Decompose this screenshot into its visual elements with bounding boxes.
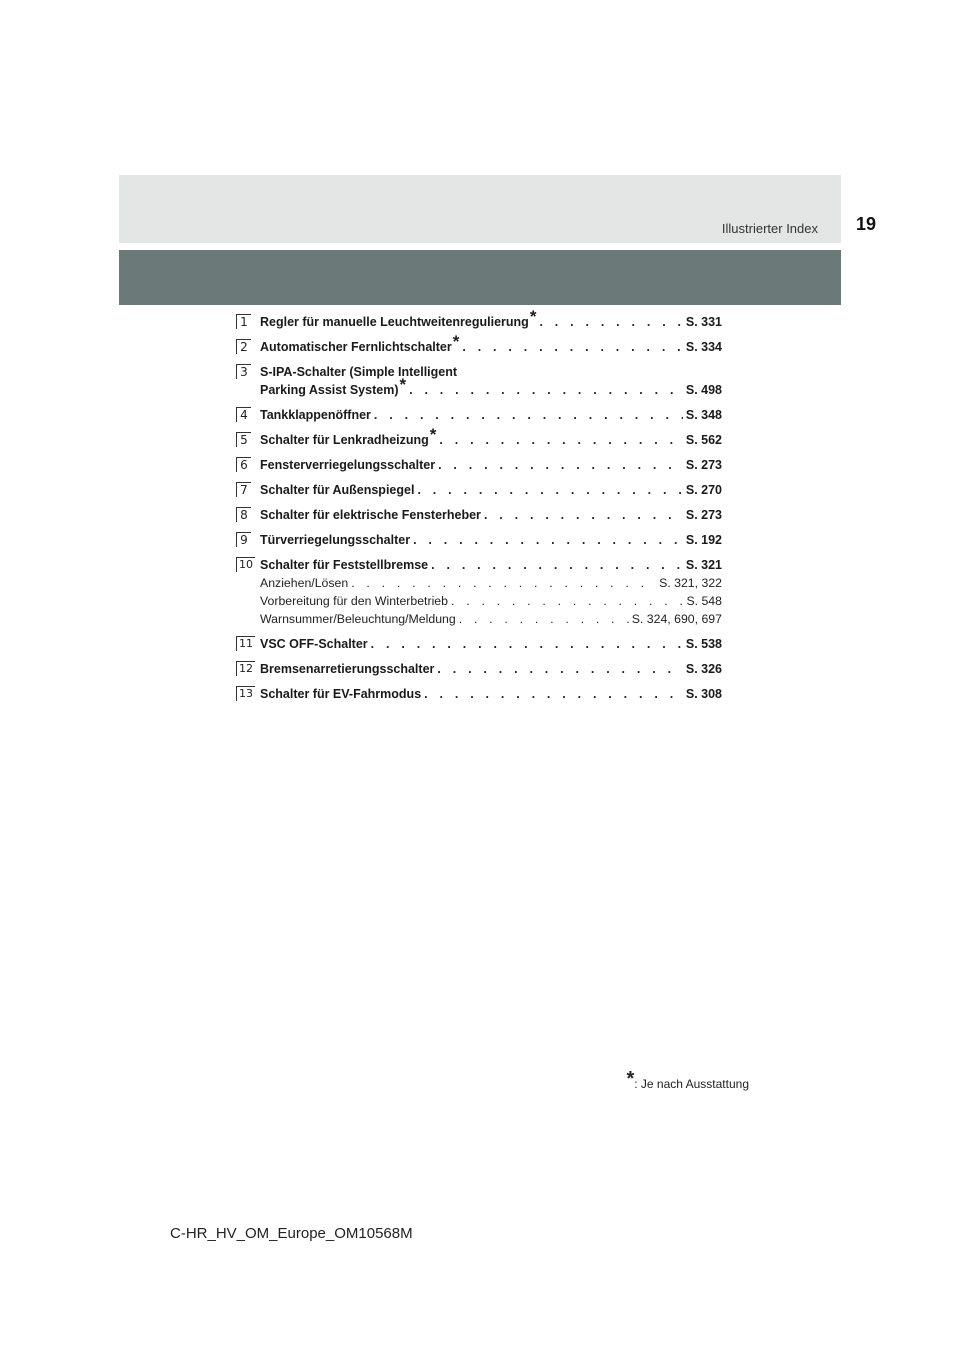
entry-label: Anziehen/Lösen (260, 576, 349, 590)
entry-label: Bremsenarretierungsschalter (260, 662, 435, 676)
index-entry (236, 332, 722, 356)
sub-entry-line[interactable] (236, 610, 722, 628)
entry-line[interactable] (236, 307, 722, 331)
entry-number-badge: 7 (236, 482, 251, 497)
asterisk-marker: * (429, 425, 437, 444)
entry-line[interactable] (236, 685, 722, 703)
entry-label: Automatischer Fernlichtschalter (260, 340, 452, 354)
index-entry (236, 425, 722, 449)
entry-number-badge: 3 (236, 364, 251, 379)
index-entry (236, 506, 722, 524)
index-entry (236, 556, 722, 628)
entry-line[interactable] (236, 556, 722, 574)
dot-leader (409, 381, 683, 399)
entry-label: Türverriegelungsschalter (260, 533, 411, 547)
entry-line[interactable] (236, 506, 722, 524)
dot-leader (484, 506, 683, 524)
page-reference-link[interactable]: S. 324, 690, 697 (631, 612, 722, 626)
entry-label: Schalter für Feststellbremse (260, 558, 429, 572)
asterisk-marker: * (399, 375, 407, 394)
dot-leader (539, 313, 682, 331)
page-number: 19 (855, 214, 876, 234)
index-entry (236, 635, 722, 653)
page-reference-link[interactable]: S. 321, 322 (659, 576, 722, 590)
page-reference-link[interactable]: S. 326 (685, 662, 722, 676)
asterisk-marker: * (529, 307, 537, 326)
index-entry (236, 406, 722, 424)
header-bar (119, 250, 841, 305)
dot-leader (437, 660, 682, 678)
entry-label: Schalter für EV-Fahrmodus (260, 687, 422, 701)
index-list (236, 307, 722, 710)
dot-leader (439, 431, 682, 449)
entry-number-badge: 4 (236, 407, 251, 422)
asterisk-marker: * (452, 332, 460, 351)
dot-leader (431, 556, 683, 574)
entry-number-badge: 9 (236, 532, 251, 547)
entry-label: VSC OFF-Schalter (260, 637, 368, 651)
index-entry (236, 307, 722, 331)
page-reference-link[interactable]: S. 562 (685, 433, 722, 447)
page-reference-link[interactable]: S. 334 (685, 340, 722, 354)
page-reference-link[interactable]: S. 273 (685, 508, 722, 522)
page-reference-link[interactable]: S. 192 (685, 533, 722, 547)
footnote (626, 1068, 749, 1091)
index-entry (236, 660, 722, 678)
page-reference-link[interactable]: S. 270 (685, 483, 722, 497)
entry-line[interactable] (236, 375, 722, 399)
entry-number-badge: 5 (236, 432, 251, 447)
entry-number-badge: 12 (236, 661, 255, 676)
page-reference-link[interactable]: S. 548 (686, 594, 722, 608)
entry-label: S-IPA-Schalter (Simple Intelligent (260, 365, 458, 379)
entry-line[interactable] (236, 635, 722, 653)
entry-label: Schalter für elektrische Fensterheber (260, 508, 481, 522)
entry-label: Schalter für Außenspiegel (260, 483, 415, 497)
dot-leader (351, 574, 656, 592)
entry-label: Regler für manuelle Leuchtweitenregulierung (260, 315, 529, 329)
dot-leader (438, 456, 683, 474)
dot-leader (417, 481, 682, 499)
page-reference-link[interactable]: S. 348 (685, 408, 722, 422)
dot-leader (459, 610, 629, 628)
entry-label: Vorbereitung für den Winterbetrieb (260, 594, 448, 608)
entry-line[interactable] (236, 456, 722, 474)
page-reference-link[interactable]: S. 498 (685, 383, 722, 397)
entry-line[interactable] (236, 425, 722, 449)
entry-number-badge: 6 (236, 457, 251, 472)
page-reference-link[interactable]: S. 538 (685, 637, 722, 651)
page-reference-link[interactable]: S. 321 (685, 558, 722, 572)
index-entry (236, 481, 722, 499)
dot-leader (413, 531, 683, 549)
page-reference-link[interactable]: S. 331 (685, 315, 722, 329)
dot-leader (374, 406, 683, 424)
entry-number-badge: 11 (236, 636, 255, 651)
sub-entry-line[interactable] (236, 574, 722, 592)
entry-line[interactable] (236, 531, 722, 549)
dot-leader (371, 635, 683, 653)
entry-line[interactable] (236, 660, 722, 678)
entry-number-badge: 13 (236, 686, 255, 701)
index-entry (236, 363, 722, 399)
dot-leader (424, 685, 683, 703)
entry-line[interactable] (236, 481, 722, 499)
sub-entry-line[interactable] (236, 592, 722, 610)
footnote-text: : Je nach Ausstattung (634, 1077, 749, 1091)
page-reference-link[interactable]: S. 273 (685, 458, 722, 472)
section-title: Illustrierter Index (721, 221, 818, 236)
dot-leader (451, 592, 683, 610)
entry-label: Fensterverriegelungsschalter (260, 458, 436, 472)
entry-number-badge: 8 (236, 507, 251, 522)
dot-leader (462, 338, 683, 356)
entry-label: Schalter für Lenkradheizung (260, 433, 429, 447)
entry-label: Parking Assist System) (260, 383, 399, 397)
index-entry (236, 531, 722, 549)
entry-number-badge: 2 (236, 339, 251, 354)
index-entry (236, 685, 722, 703)
footnote-star: * (626, 1068, 635, 1090)
entry-number-badge: 10 (236, 557, 255, 572)
entry-line[interactable] (236, 406, 722, 424)
entry-line[interactable] (236, 332, 722, 356)
entry-label: Tankklappenöffner (260, 408, 371, 422)
page-reference-link[interactable]: S. 308 (685, 687, 722, 701)
entry-number-badge: 1 (236, 314, 251, 329)
document-id: C-HR_HV_OM_Europe_OM10568M (170, 1225, 413, 1242)
entry-label: Warnsummer/Beleuchtung/Meldung (260, 612, 456, 626)
index-entry (236, 456, 722, 474)
entry-line (236, 363, 722, 381)
